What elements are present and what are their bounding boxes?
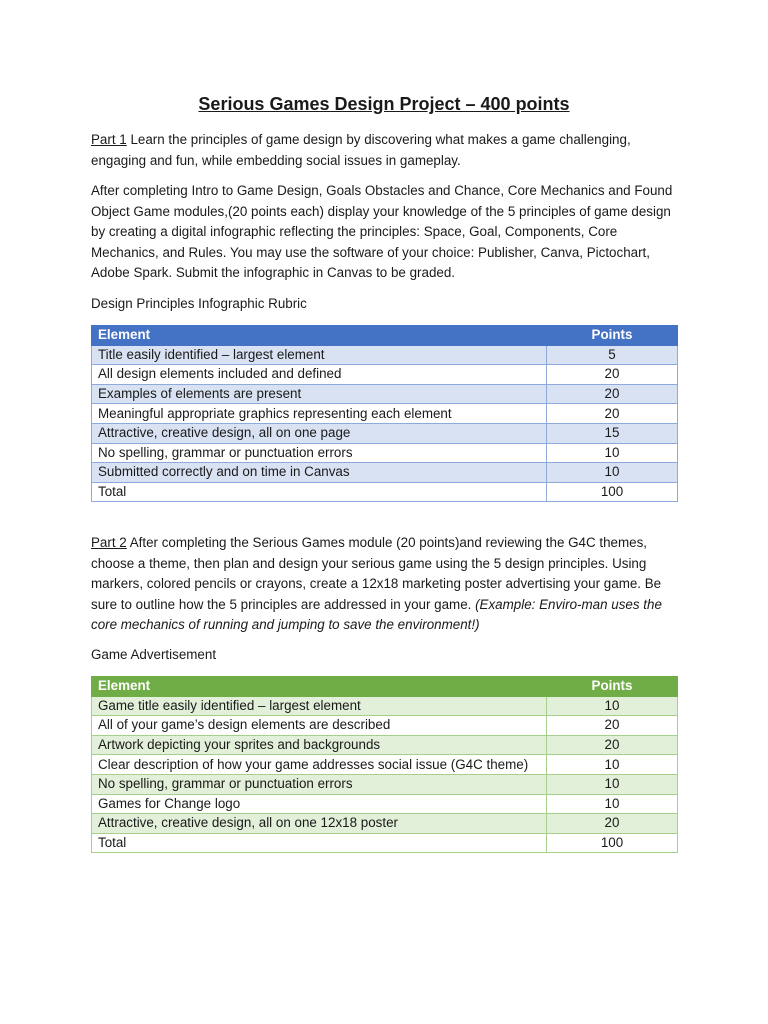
rubric1-header-points: Points	[547, 326, 678, 346]
table-row	[92, 443, 678, 463]
element-cell: All design elements included and defined	[92, 365, 547, 385]
points-cell: 10	[547, 696, 678, 716]
total-points: 100	[547, 833, 678, 853]
rubric2-header-row	[92, 677, 678, 697]
table-row	[92, 794, 678, 814]
part2-intro	[91, 533, 683, 636]
points-cell: 10	[547, 794, 678, 814]
rubric1-caption: Design Principles Infographic Rubric	[91, 296, 307, 311]
table-row	[92, 404, 678, 424]
points-cell: 20	[547, 814, 678, 834]
element-cell: Games for Change logo	[92, 794, 547, 814]
part1-details: After completing Intro to Game Design, Goals Obstacles and Chance, Core Mechanics and Found Object Game modules,(20 points each) display your knowledge of the 5 principles of game design by creating a digital infographic reflecting the principles: Space, Goal, Components, Core Mechanics, and Rules. You may use the software of your choice: Publisher, Canva, Pictochart, Adobe Spark. Submit the infographic in Canvas to be graded.	[91, 183, 673, 280]
element-cell: No spelling, grammar or punctuation errors	[92, 774, 547, 794]
element-cell: All of your game’s design elements are described	[92, 716, 547, 736]
part2-example: (Example: Enviro-man uses the core mechanics of running and jumping to save the environment!)	[91, 596, 662, 632]
element-cell: Submitted correctly and on time in Canvas	[92, 463, 547, 483]
rubric1-header-element: Element	[92, 326, 547, 346]
element-cell: Game title easily identified – largest element	[92, 696, 547, 716]
points-cell: 15	[547, 423, 678, 443]
rubric2-table	[91, 676, 678, 853]
points-cell: 20	[547, 404, 678, 424]
total-row	[92, 482, 678, 502]
rubric1-table	[91, 325, 678, 502]
element-cell: No spelling, grammar or punctuation errors	[92, 443, 547, 463]
points-cell: 20	[547, 716, 678, 736]
points-cell: 20	[547, 735, 678, 755]
table-row	[92, 696, 678, 716]
rubric2-header-element: Element	[92, 677, 547, 697]
element-cell: Examples of elements are present	[92, 384, 547, 404]
table-row	[92, 774, 678, 794]
table-row	[92, 365, 678, 385]
total-row	[92, 833, 678, 853]
part1-label: Part 1	[91, 132, 127, 147]
table-row	[92, 423, 678, 443]
total-label: Total	[92, 833, 547, 853]
element-cell: Attractive, creative design, all on one 12x18 poster	[92, 814, 547, 834]
total-label: Total	[92, 482, 547, 502]
table-row	[92, 755, 678, 775]
element-cell: Clear description of how your game addresses social issue (G4C theme)	[92, 755, 547, 775]
element-cell: Title easily identified – largest element	[92, 345, 547, 365]
points-cell: 10	[547, 443, 678, 463]
table-row	[92, 345, 678, 365]
element-cell: Artwork depicting your sprites and backgrounds	[92, 735, 547, 755]
table-row	[92, 384, 678, 404]
points-cell: 20	[547, 384, 678, 404]
document-title: Serious Games Design Project – 400 points	[198, 94, 570, 114]
points-cell: 5	[547, 345, 678, 365]
rubric2-header-points: Points	[547, 677, 678, 697]
part1-intro	[91, 130, 683, 171]
rubric2-caption: Game Advertisement	[91, 647, 217, 662]
points-cell: 10	[547, 463, 678, 483]
points-cell: 10	[547, 774, 678, 794]
table-row	[92, 814, 678, 834]
table-row	[92, 735, 678, 755]
points-cell: 20	[547, 365, 678, 385]
element-cell: Attractive, creative design, all on one page	[92, 423, 547, 443]
part1-text: Learn the principles of game design by discovering what makes a game challenging, engaging and fun, while embedding social issues in gameplay.	[91, 132, 631, 168]
points-cell: 10	[547, 755, 678, 775]
element-cell: Meaningful appropriate graphics representing each element	[92, 404, 547, 424]
part2-label: Part 2	[91, 535, 127, 550]
part2-text: After completing the Serious Games module (20 points)and reviewing the G4C themes, choose a theme, then plan and design your serious game using the 5 design principles. Using markers, colored pencils or crayons, create a 12x18 marketing poster advertising your game. Be sure to outline how the 5 principles are addressed in your game.	[91, 535, 662, 612]
rubric1-header-row	[92, 326, 678, 346]
table-row	[92, 463, 678, 483]
total-points: 100	[547, 482, 678, 502]
table-row	[92, 716, 678, 736]
